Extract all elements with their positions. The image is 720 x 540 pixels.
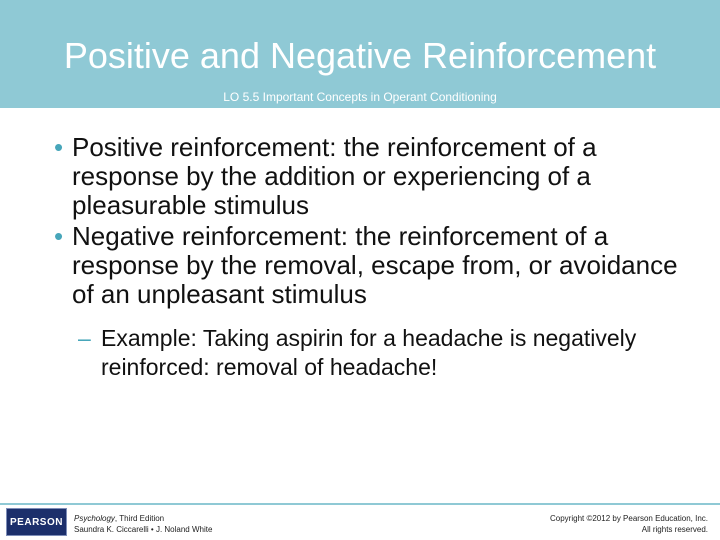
logo-text: PEARSON	[10, 516, 63, 528]
book-title: Psychology	[74, 514, 115, 523]
sub-bullet-text: Example: Taking aspirin for a headache is negatively reinforced: removal of headache!	[101, 325, 637, 380]
dash-icon: –	[78, 325, 91, 351]
slide-title: Positive and Negative Reinforcement	[63, 35, 657, 76]
pearson-logo	[6, 508, 67, 536]
book-authors: Saundra K. Ciccarelli • J. Noland White	[74, 525, 213, 534]
bullet-dot-icon: •	[54, 132, 64, 162]
bullet-text: Positive reinforcement: the reinforcement of a response by the addition or experiencing of a pleasurable stimulus	[72, 132, 597, 220]
book-credits	[74, 513, 212, 535]
copyright-notice	[550, 513, 708, 535]
bullet-text: Negative reinforcement: the reinforcement of a response by the removal, escape from, or avoidance of an unpleasant stimulus	[72, 221, 678, 309]
bullet-negative-reinforcement	[52, 222, 692, 309]
footer-divider	[0, 503, 720, 505]
sub-bullet-example	[78, 324, 692, 382]
bullet-dot-icon: •	[54, 221, 64, 251]
slide-body	[52, 133, 692, 382]
copyright-line-2: All rights reserved.	[641, 525, 708, 534]
copyright-line-1: Copyright ©2012 by Pearson Education, Inc.	[550, 514, 708, 523]
slide-subtitle: LO 5.5 Important Concepts in Operant Conditioning	[223, 90, 497, 104]
book-edition: , Third Edition	[114, 514, 165, 523]
bullet-positive-reinforcement	[52, 133, 692, 220]
header-band	[0, 0, 720, 108]
